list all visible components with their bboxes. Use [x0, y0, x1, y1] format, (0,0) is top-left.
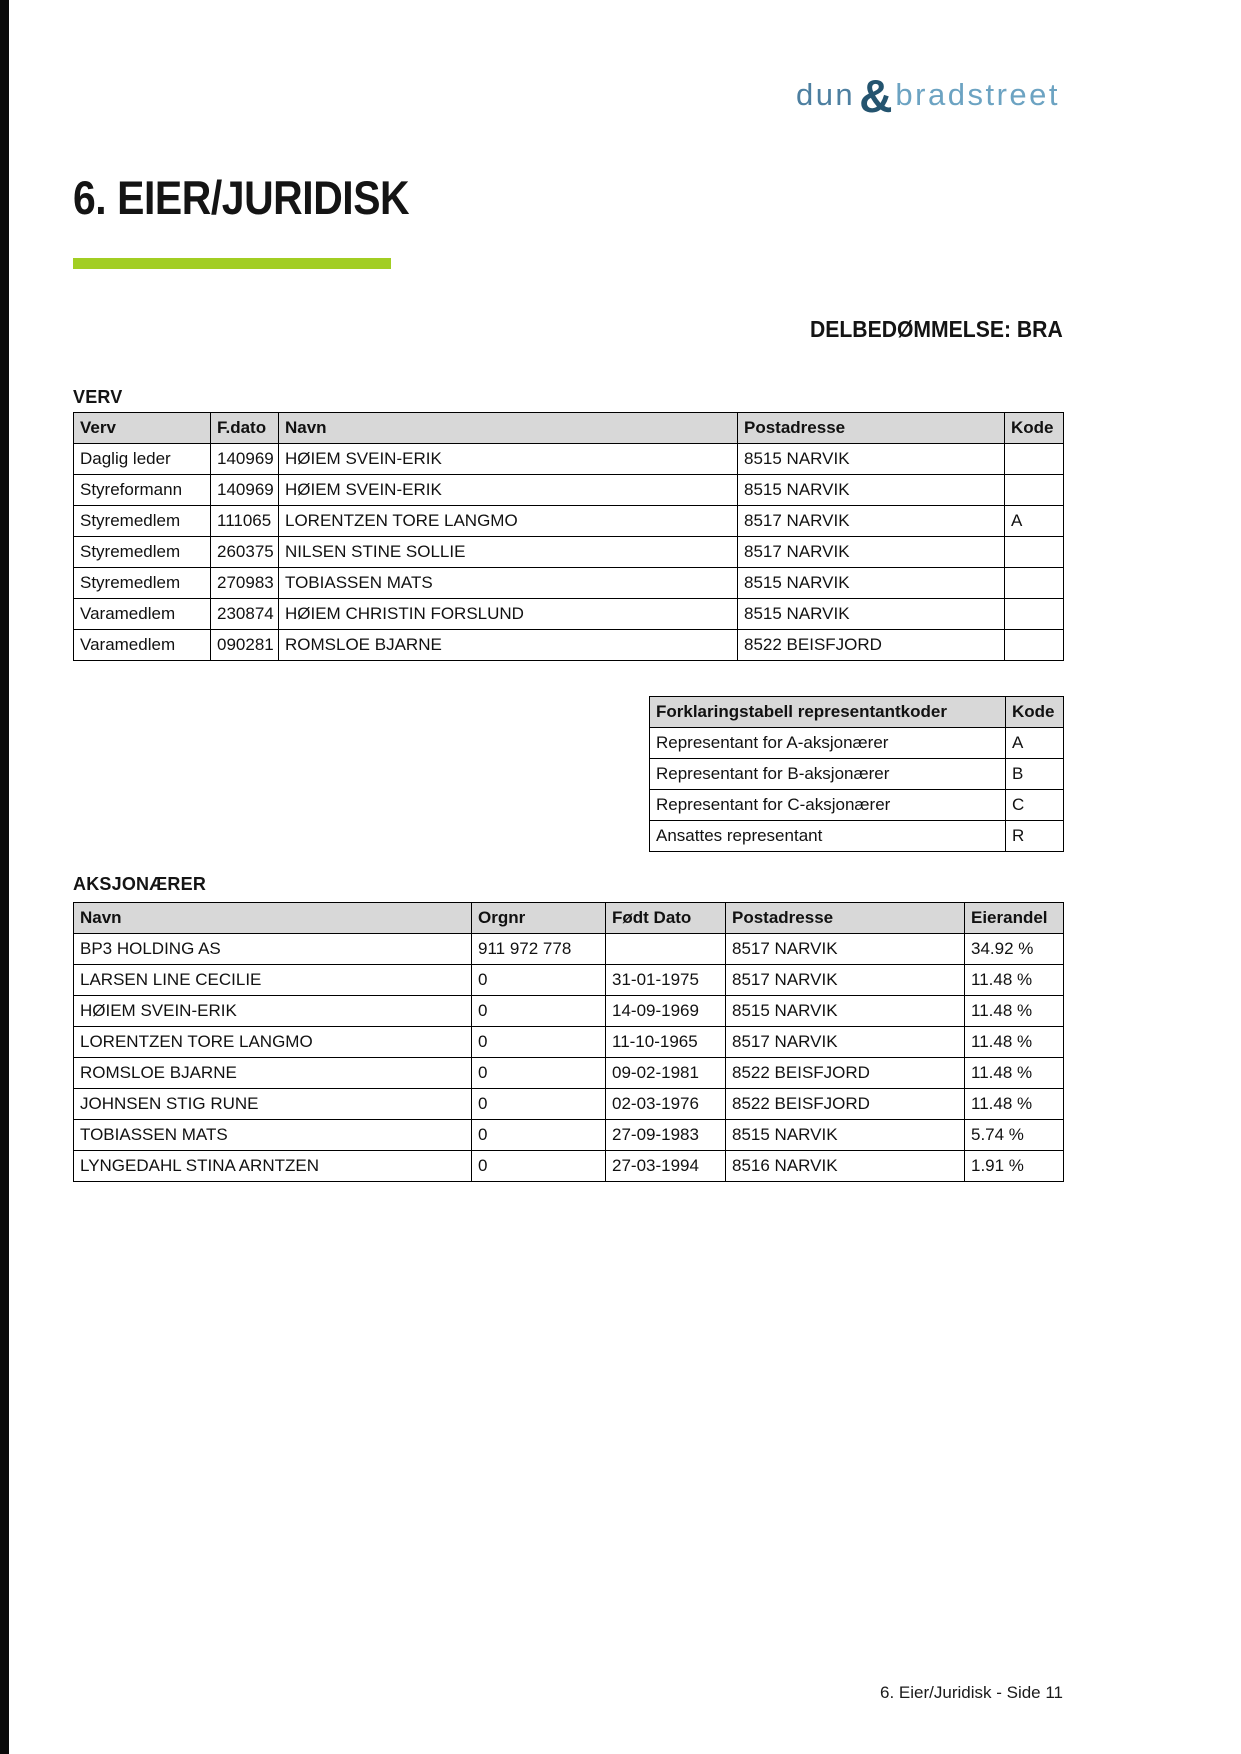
column-header: Eierandel	[965, 903, 1064, 934]
table-cell: Daglig leder	[74, 444, 211, 475]
table-cell: 11.48 %	[965, 1058, 1064, 1089]
table-cell: 31-01-1975	[606, 965, 726, 996]
table-row	[650, 759, 1064, 790]
table-cell: 8522 BEISFJORD	[726, 1089, 965, 1120]
table-row	[650, 821, 1064, 852]
table-cell: 8522 BEISFJORD	[738, 630, 1005, 661]
table-row	[74, 1027, 1064, 1058]
table-cell: 8517 NARVIK	[738, 537, 1005, 568]
table-cell: 11.48 %	[965, 1027, 1064, 1058]
table-cell: 0	[472, 1151, 606, 1182]
table-cell: Styreformann	[74, 475, 211, 506]
column-header: Navn	[74, 903, 472, 934]
table-cell: 1.91 %	[965, 1151, 1064, 1182]
table-cell: 0	[472, 965, 606, 996]
table-cell: 8515 NARVIK	[738, 568, 1005, 599]
column-header: Verv	[74, 413, 211, 444]
table-cell: B	[1006, 759, 1064, 790]
table-cell: NILSEN STINE SOLLIE	[279, 537, 738, 568]
table-cell: 140969	[211, 475, 279, 506]
title-accent-rule	[73, 258, 391, 269]
table-cell: 111065	[211, 506, 279, 537]
table-cell: 34.92 %	[965, 934, 1064, 965]
column-header: Kode	[1005, 413, 1064, 444]
table-cell	[1005, 475, 1064, 506]
table-cell: 8522 BEISFJORD	[726, 1058, 965, 1089]
column-header: Postadresse	[726, 903, 965, 934]
table-cell: HØIEM SVEIN-ERIK	[279, 475, 738, 506]
logo-text-bradstreet: bradstreet	[895, 77, 1060, 112]
table-row	[74, 444, 1064, 475]
table-cell: 09-02-1981	[606, 1058, 726, 1089]
table-cell	[1005, 599, 1064, 630]
table-row	[74, 1058, 1064, 1089]
table-cell: A	[1006, 728, 1064, 759]
table-header-row	[74, 413, 1064, 444]
table-cell: Ansattes representant	[650, 821, 1006, 852]
table-cell: Styremedlem	[74, 537, 211, 568]
table-cell: ROMSLOE BJARNE	[74, 1058, 472, 1089]
table-row	[74, 475, 1064, 506]
table-row	[74, 599, 1064, 630]
table-cell: 090281	[211, 630, 279, 661]
table-cell: 8517 NARVIK	[726, 934, 965, 965]
table-cell: 0	[472, 1089, 606, 1120]
table-cell: ROMSLOE BJARNE	[279, 630, 738, 661]
table-cell: 8517 NARVIK	[726, 965, 965, 996]
table-cell: 270983	[211, 568, 279, 599]
table-cell: 14-09-1969	[606, 996, 726, 1027]
column-header: Kode	[1006, 697, 1064, 728]
dun-and-bradstreet-logo	[795, 70, 1060, 122]
column-header: Orgnr	[472, 903, 606, 934]
table-cell: Styremedlem	[74, 506, 211, 537]
table-cell	[606, 934, 726, 965]
representative-code-legend-table	[649, 696, 1064, 852]
table-row	[74, 506, 1064, 537]
section-label-verv: VERV	[73, 387, 123, 407]
column-header: Postadresse	[738, 413, 1005, 444]
table-cell: BP3 HOLDING AS	[74, 934, 472, 965]
page-footer: 6. Eier/Juridisk - Side 11	[880, 1683, 1063, 1702]
logo-text-dun: dun	[795, 77, 856, 112]
table-cell: 5.74 %	[965, 1120, 1064, 1151]
table-cell: 8517 NARVIK	[738, 506, 1005, 537]
sub-rating-heading: DELBEDØMMELSE: BRA	[810, 316, 1063, 342]
column-header: Navn	[279, 413, 738, 444]
table-row	[74, 568, 1064, 599]
table-cell: 260375	[211, 537, 279, 568]
table-cell: 8515 NARVIK	[726, 996, 965, 1027]
section-label-aksjonaerer: AKSJONÆRER	[73, 874, 207, 894]
table-cell: R	[1006, 821, 1064, 852]
table-cell: Varamedlem	[74, 630, 211, 661]
table-cell: 911 972 778	[472, 934, 606, 965]
table-cell	[1005, 630, 1064, 661]
page-title: 6. EIER/JURIDISK	[73, 171, 410, 224]
table-cell: 27-03-1994	[606, 1151, 726, 1182]
table-cell: TOBIASSEN MATS	[74, 1120, 472, 1151]
table-header-row	[650, 697, 1064, 728]
table-cell: LYNGEDAHL STINA ARNTZEN	[74, 1151, 472, 1182]
table-cell	[1005, 444, 1064, 475]
table-cell: 8515 NARVIK	[738, 475, 1005, 506]
column-header: Født Dato	[606, 903, 726, 934]
table-cell: 8515 NARVIK	[726, 1120, 965, 1151]
table-cell: HØIEM CHRISTIN FORSLUND	[279, 599, 738, 630]
table-cell: Representant for C-aksjonærer	[650, 790, 1006, 821]
table-cell: JOHNSEN STIG RUNE	[74, 1089, 472, 1120]
table-cell: 0	[472, 1027, 606, 1058]
table-cell: 11-10-1965	[606, 1027, 726, 1058]
table-cell: Varamedlem	[74, 599, 211, 630]
table-cell: LORENTZEN TORE LANGMO	[74, 1027, 472, 1058]
table-row	[74, 1089, 1064, 1120]
table-row	[74, 965, 1064, 996]
table-cell: 0	[472, 996, 606, 1027]
table-cell: HØIEM SVEIN-ERIK	[74, 996, 472, 1027]
table-row	[74, 630, 1064, 661]
table-cell: LORENTZEN TORE LANGMO	[279, 506, 738, 537]
table-cell: 02-03-1976	[606, 1089, 726, 1120]
table-row	[74, 996, 1064, 1027]
table-cell	[1005, 568, 1064, 599]
table-header-row	[74, 903, 1064, 934]
table-cell: 8516 NARVIK	[726, 1151, 965, 1182]
table-row	[74, 1151, 1064, 1182]
table-row	[74, 1120, 1064, 1151]
table-cell: 140969	[211, 444, 279, 475]
page-left-edge-bar	[0, 0, 9, 1754]
table-row	[74, 934, 1064, 965]
logo-ampersand-icon: &	[859, 70, 893, 122]
table-cell	[1005, 537, 1064, 568]
table-cell: LARSEN LINE CECILIE	[74, 965, 472, 996]
column-header: F.dato	[211, 413, 279, 444]
table-cell: C	[1006, 790, 1064, 821]
table-row	[650, 728, 1064, 759]
table-cell: 11.48 %	[965, 996, 1064, 1027]
verv-table	[73, 412, 1064, 661]
table-cell: 8517 NARVIK	[726, 1027, 965, 1058]
column-header: Forklaringstabell representantkoder	[650, 697, 1006, 728]
table-cell: TOBIASSEN MATS	[279, 568, 738, 599]
table-cell: 0	[472, 1058, 606, 1089]
table-cell: HØIEM SVEIN-ERIK	[279, 444, 738, 475]
table-cell: 27-09-1983	[606, 1120, 726, 1151]
table-cell: Representant for B-aksjonærer	[650, 759, 1006, 790]
table-row	[74, 537, 1064, 568]
table-cell: 11.48 %	[965, 965, 1064, 996]
table-cell: 11.48 %	[965, 1089, 1064, 1120]
table-cell: 230874	[211, 599, 279, 630]
table-cell: Representant for A-aksjonærer	[650, 728, 1006, 759]
shareholders-table	[73, 902, 1064, 1182]
table-cell: 8515 NARVIK	[738, 444, 1005, 475]
table-cell: A	[1005, 506, 1064, 537]
table-cell: Styremedlem	[74, 568, 211, 599]
table-row	[650, 790, 1064, 821]
table-cell: 0	[472, 1120, 606, 1151]
table-cell: 8515 NARVIK	[738, 599, 1005, 630]
